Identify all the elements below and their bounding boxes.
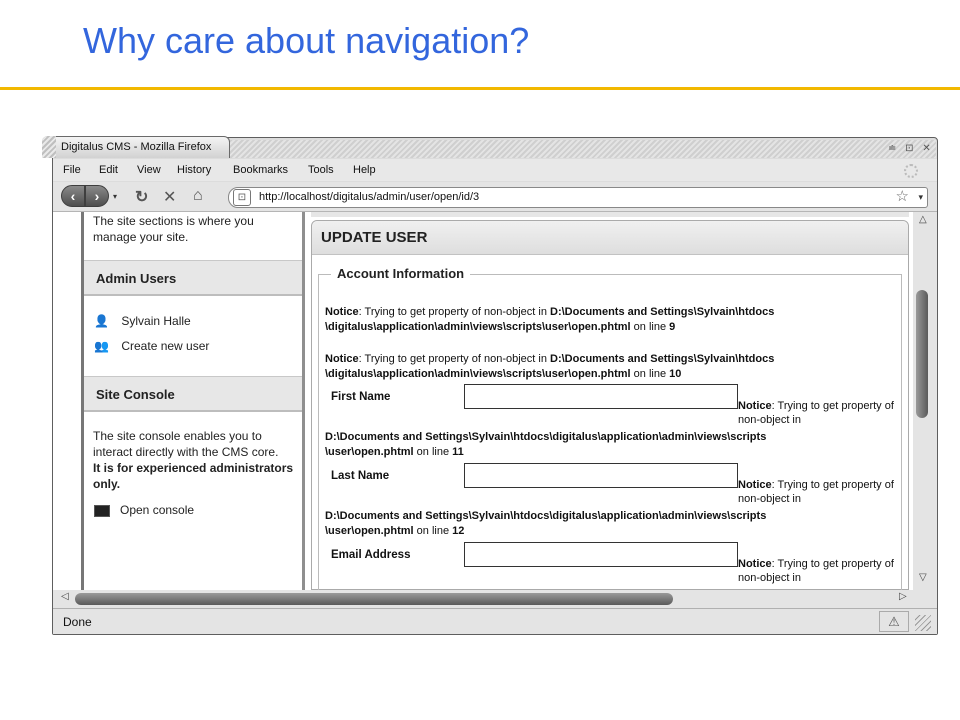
throbber-icon bbox=[904, 164, 918, 178]
console-warning: It is for experienced administrators only. bbox=[93, 461, 294, 491]
url-input[interactable]: http://localhost/digitalus/admin/user/open/id/3 bbox=[259, 191, 480, 203]
menu-tools[interactable]: Tools bbox=[308, 164, 334, 176]
menu-bookmarks[interactable]: Bookmarks bbox=[233, 164, 289, 176]
open-console-label[interactable]: Open console bbox=[120, 503, 195, 517]
back-button[interactable]: ‹ bbox=[61, 185, 85, 207]
resize-grip[interactable] bbox=[915, 615, 931, 631]
notice-message: Notice: Trying to get property of non-object in D:\Documents and Settings\Sylvain\htdocs \digitalus\application\admin\views\scripts\user\open.phtml on line 10 bbox=[325, 353, 775, 380]
notice-message: Notice: Trying to get property of non-object in bbox=[738, 400, 894, 426]
create-user-label[interactable]: Create new user bbox=[121, 339, 210, 353]
warning-icon[interactable]: ⚠ bbox=[879, 611, 909, 632]
window-title: Digitalus CMS - Mozilla Firefox bbox=[61, 141, 212, 153]
vertical-scrollbar[interactable] bbox=[913, 212, 937, 590]
admin-users-header: Admin Users bbox=[84, 260, 302, 296]
last-name-input[interactable] bbox=[464, 463, 738, 488]
bookmark-star-icon[interactable]: ☆ bbox=[895, 188, 909, 205]
site-identity-icon[interactable]: ⊡ bbox=[233, 189, 251, 206]
navigation-toolbar bbox=[53, 182, 937, 212]
vertical-scroll-thumb[interactable] bbox=[916, 290, 928, 418]
account-information-legend: Account Information bbox=[331, 266, 470, 281]
history-dropdown-icon[interactable]: ▾ bbox=[113, 192, 118, 201]
update-user-header: UPDATE USER bbox=[312, 221, 908, 255]
menu-history[interactable]: History bbox=[177, 164, 212, 176]
window-title-tab bbox=[42, 136, 230, 158]
first-name-label: First Name bbox=[331, 391, 391, 403]
scroll-right-icon[interactable]: ▷ bbox=[899, 591, 907, 602]
reload-icon[interactable]: ↻ bbox=[135, 189, 149, 206]
url-dropdown-icon[interactable]: ▾ bbox=[918, 192, 923, 202]
main-panel bbox=[311, 220, 909, 590]
user-link-sylvain[interactable] bbox=[94, 314, 191, 328]
url-bar[interactable] bbox=[228, 187, 928, 208]
open-console-link[interactable] bbox=[94, 503, 194, 517]
scroll-up-icon[interactable]: △ bbox=[919, 214, 927, 225]
first-name-input[interactable] bbox=[464, 384, 738, 409]
user-link-label[interactable]: Sylvain Halle bbox=[121, 314, 191, 328]
main-top-strip bbox=[311, 212, 909, 217]
sidebar bbox=[81, 212, 305, 590]
create-user-link[interactable] bbox=[94, 339, 209, 353]
user-icon: 👤 bbox=[94, 314, 109, 328]
page-content bbox=[53, 212, 913, 590]
last-name-label: Last Name bbox=[331, 470, 390, 482]
add-user-icon: 👥 bbox=[94, 339, 109, 353]
slide-title: Why care about navigation? bbox=[83, 20, 530, 61]
menu-edit[interactable]: Edit bbox=[99, 164, 118, 176]
notice-message: D:\Documents and Settings\Sylvain\htdocs\digitalus\application\admin\views\scripts \user\open.phtml on line 12 bbox=[325, 510, 767, 537]
scroll-down-icon[interactable]: ▽ bbox=[919, 572, 927, 583]
menu-help[interactable]: Help bbox=[353, 164, 376, 176]
home-icon[interactable]: ⌂ bbox=[193, 187, 203, 204]
window-grip bbox=[42, 136, 56, 158]
email-address-input[interactable] bbox=[464, 542, 738, 567]
title-rule bbox=[0, 87, 960, 90]
account-information-fieldset bbox=[318, 266, 902, 590]
menu-view[interactable]: View bbox=[137, 164, 161, 176]
notice-message: D:\Documents and Settings\Sylvain\htdocs\digitalus\application\admin\views\scripts \user\open.phtml on line 11 bbox=[325, 431, 767, 458]
status-bar bbox=[53, 608, 937, 634]
title-bar bbox=[230, 140, 936, 158]
notice-message: Notice: Trying to get property of non-object in bbox=[738, 479, 894, 505]
console-description-text: The site console enables you to interact directly with the CMS core. bbox=[93, 429, 279, 459]
scroll-left-icon[interactable]: ◁ bbox=[61, 591, 69, 602]
console-description bbox=[93, 428, 303, 492]
menu-file[interactable]: File bbox=[63, 164, 81, 176]
site-console-header: Site Console bbox=[84, 376, 302, 412]
horizontal-scroll-thumb[interactable] bbox=[75, 593, 673, 605]
horizontal-scrollbar[interactable] bbox=[53, 590, 937, 608]
terminal-icon bbox=[94, 505, 110, 517]
email-address-label: Email Address bbox=[331, 549, 411, 561]
stop-icon[interactable]: ✕ bbox=[163, 189, 177, 206]
notice-message: Notice: Trying to get property of non-object in D:\Documents and Settings\Sylvain\htdocs \digitalus\application\admin\views\scripts\user\open.phtml on line 9 bbox=[325, 306, 775, 333]
status-text: Done bbox=[63, 615, 92, 629]
menu-bar bbox=[53, 159, 937, 181]
sidebar-intro-text: The site sections is where you manage your site. bbox=[93, 214, 254, 244]
window-controls[interactable]: ≐ ⊡ ✕ bbox=[888, 143, 934, 154]
notice-message: Notice: Trying to get property of non-object in bbox=[738, 558, 894, 584]
forward-button[interactable]: › bbox=[85, 185, 109, 207]
